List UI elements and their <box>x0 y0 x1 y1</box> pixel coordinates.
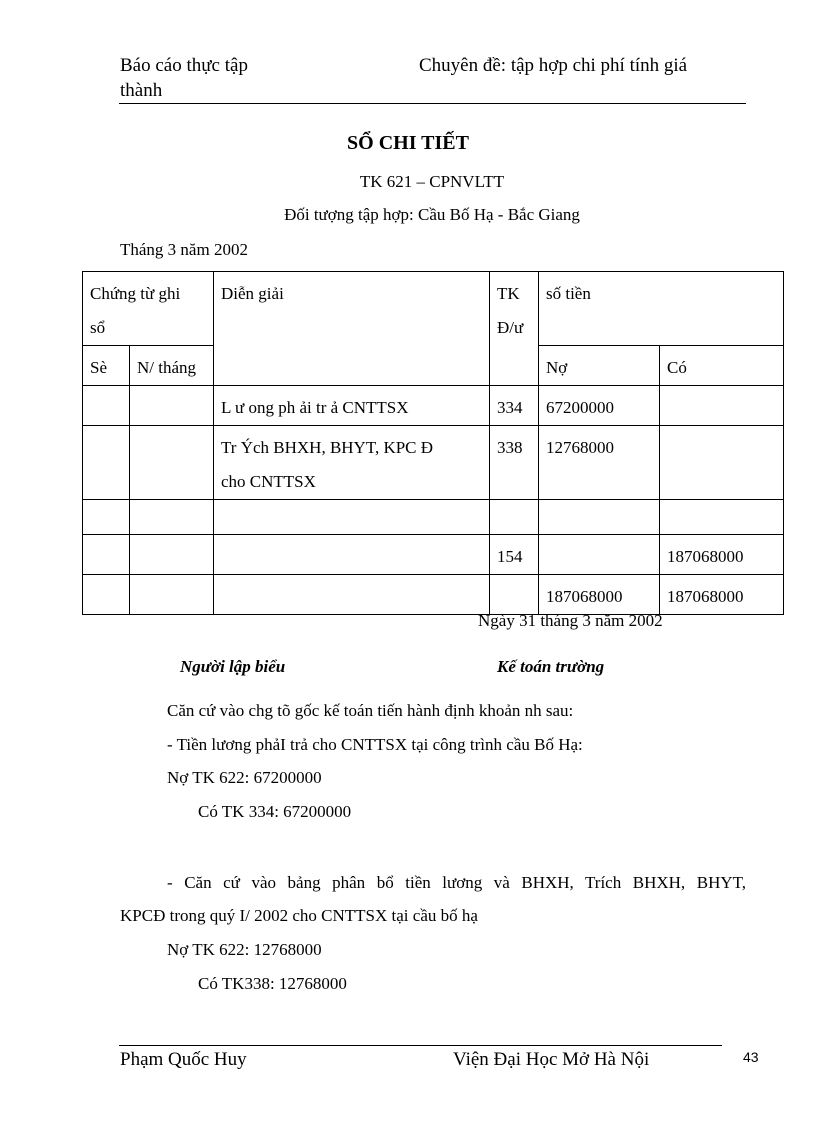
cell-desc-line1: Tr Ých BHXH, BHYT, KPC Đ <box>221 438 434 457</box>
cell-credit <box>660 426 784 500</box>
cell-acct <box>490 575 539 615</box>
header-rule <box>119 103 746 104</box>
credit-header: Có <box>660 346 784 386</box>
header-left-line1: Báo cáo thực tập <box>120 55 248 76</box>
header-right: Chuyên đề: tập hợp chi phí tính giá <box>419 55 688 76</box>
cell-date <box>130 535 214 575</box>
signature-preparer: Người lập biểu <box>180 657 286 676</box>
page-number: 43 <box>743 1049 759 1065</box>
cell-date <box>130 575 214 615</box>
cell-credit <box>660 500 784 535</box>
table-total-row <box>83 575 784 615</box>
cell-credit: 187068000 <box>660 575 784 615</box>
cell-no <box>83 535 130 575</box>
footer-rule <box>119 1045 722 1046</box>
cell-desc <box>214 426 490 500</box>
entry-debit-2: Nợ TK 622: 12768000 <box>167 940 322 959</box>
voucher-header <box>83 272 214 346</box>
table-header-row <box>83 272 784 346</box>
voucher-header-line2: sổ <box>90 318 106 337</box>
cell-acct <box>490 500 539 535</box>
cell-credit <box>660 386 784 426</box>
cell-desc <box>214 535 490 575</box>
cell-debit <box>539 535 660 575</box>
cell-date <box>130 426 214 500</box>
footer-author: Phạm Quốc Huy <box>120 1049 247 1070</box>
voucher-header-line1: Chứng từ ghi <box>90 284 181 303</box>
cell-debit: 12768000 <box>539 426 660 500</box>
date-header: N/ tháng <box>130 346 214 386</box>
table-row <box>83 500 784 535</box>
cell-desc <box>214 500 490 535</box>
cell-date <box>130 386 214 426</box>
body-paragraph-2: - Tiền lương phảI trả cho CNTTSX tại công trình cầu Bố Hạ: <box>167 735 583 754</box>
document-title: SỔ CHI TIẾT <box>347 132 469 154</box>
cell-acct: 338 <box>490 426 539 500</box>
body-paragraph-3-cont: KPCĐ trong quý I/ 2002 cho CNTTSX tại cầu bố hạ <box>120 906 478 925</box>
cell-no <box>83 500 130 535</box>
cell-date <box>130 500 214 535</box>
acct-header-line1: TK <box>497 284 520 303</box>
account-line: TK 621 – CPNVLTT <box>359 172 505 191</box>
cell-debit: 187068000 <box>539 575 660 615</box>
header-left-line2: thành <box>120 80 163 101</box>
amount-header: số tiền <box>539 272 784 346</box>
footer-institution: Viện Đại Học Mở Hà Nội <box>453 1049 650 1070</box>
entry-credit-1: Có TK 334: 67200000 <box>198 802 352 821</box>
cell-acct: 334 <box>490 386 539 426</box>
cell-desc-line2: cho CNTTSX <box>221 472 316 491</box>
entry-credit-2: Có TK338: 12768000 <box>198 974 347 993</box>
cell-no <box>83 386 130 426</box>
cell-desc <box>214 575 490 615</box>
cell-debit: 67200000 <box>539 386 660 426</box>
cell-credit: 187068000 <box>660 535 784 575</box>
desc-header: Diễn giải <box>214 272 490 386</box>
body-paragraph-3: - Căn cứ vào bảng phân bổ tiền lương và BHXH, Trích BHXH, BHYT, <box>167 873 746 892</box>
cell-no <box>83 426 130 500</box>
period-line: Tháng 3 năm 2002 <box>120 240 248 259</box>
debit-header: Nợ <box>539 346 660 386</box>
entry-debit-1: Nợ TK 622: 67200000 <box>167 768 322 787</box>
body-paragraph-1: Căn cứ vào chg tõ gốc kế toán tiến hành định khoản nh sau: <box>167 701 574 720</box>
signature-accountant: Kế toán trường <box>497 657 605 676</box>
date-line: Ngày 31 tháng 3 năm 2002 <box>478 611 663 630</box>
table-row <box>83 535 784 575</box>
no-header: Sè <box>83 346 130 386</box>
table-row <box>83 426 784 500</box>
ledger-table <box>82 271 784 615</box>
cell-acct: 154 <box>490 535 539 575</box>
table-row <box>83 386 784 426</box>
acct-header-line2: Đ/ư <box>497 318 524 337</box>
object-line: Đối tượng tập hợp: Cầu Bố Hạ - Bắc Giang <box>284 205 580 224</box>
acct-header <box>490 272 539 386</box>
cell-desc: L ư ong ph ải tr ả CNTTSX <box>214 386 490 426</box>
cell-debit <box>539 500 660 535</box>
cell-no <box>83 575 130 615</box>
